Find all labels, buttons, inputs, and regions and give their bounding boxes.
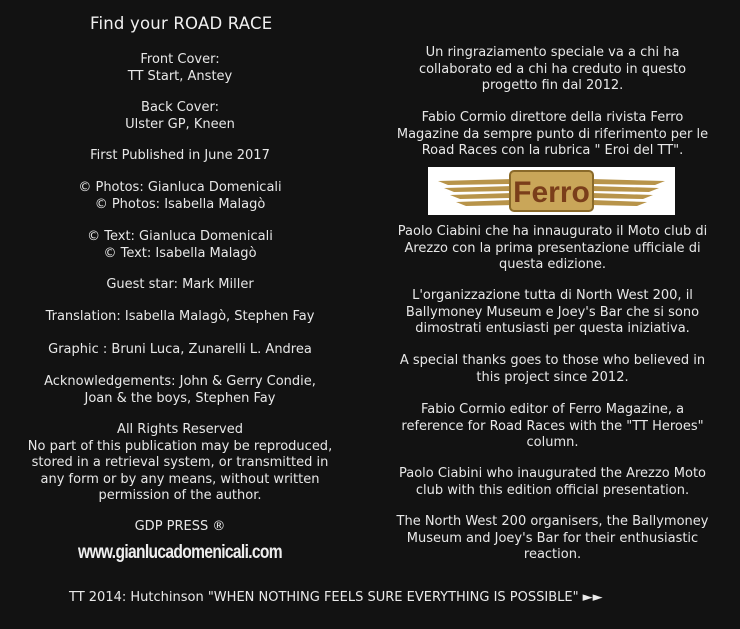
thanks-paragraph-6 [375,402,730,452]
ferro-logo-text: Ferro [513,176,590,209]
paragraph-line: A special thanks goes to those who believed in [399,353,706,368]
paragraph-line: this project since 2012. [476,369,629,385]
translation [0,309,360,326]
text-credits [0,229,360,262]
back-cover-block [0,100,360,133]
paragraph-line: Magazine da sempre punto di riferimento per le [396,126,709,142]
paragraph-line: questa edizione. [498,257,607,272]
paragraph-line: dimostrati entusiasti per questa iniziativa. [415,321,690,336]
photos-credits [0,180,360,213]
paragraph-line: Paolo Ciabini che ha innaugurato il Moto club di [397,224,708,239]
thanks-paragraph-4 [375,288,730,338]
graphic-text: Graphic : Bruni Luca, Zunarelli L. Andrea [48,342,312,357]
paragraph-line: Paolo Ciabini who inaugurated the Arezzo Moto [398,466,707,481]
rights-line-5: permission of the author. [98,488,262,503]
thanks-paragraph-7 [375,466,730,499]
rights-line-4: any form or by any means, without written [40,471,320,487]
paragraph-line: The North West 200 organisers, the Ballymoney [396,514,709,529]
guest-star-text: Guest star: Mark Miller [106,277,254,292]
thanks-paragraph-2 [375,110,730,160]
paragraph-line: club with this edition official presentation. [415,482,690,498]
photos-credit-2: © Photos: Isabella Malagò [94,196,266,212]
rights-notice [0,422,360,505]
acknowledgements-line-1: Acknowledgements: John & Gerry Condie, [44,374,316,389]
thanks-paragraph-1 [375,45,730,95]
back-cover-label: Back Cover: [141,100,219,115]
ferro-logo [428,167,675,215]
paragraph-line: Ballymoney Museum e Joey's Bar che si sono [405,304,700,320]
paragraph-line: L'organizzazione tutta di North West 200, il [412,288,693,303]
footer-quote: TT 2014: Hutchinson "WHEN NOTHING FEELS SURE EVERYTHING IS POSSIBLE" ►► [69,590,603,605]
paragraph-line: column. [526,435,579,450]
thanks-paragraph-5 [375,353,730,386]
first-published [0,148,360,165]
rights-line-2: No part of this publication may be reproduced, [27,438,333,454]
paragraph-line: Road Races con la rubrica " Eroi del TT". [421,143,684,158]
paragraph-line: Arezzo con la prima presentazione ufficiale di [404,240,701,256]
first-published-text: First Published in June 2017 [90,148,270,163]
thanks-paragraph-8 [375,514,730,564]
paragraph-line: Fabio Cormio direttore della rivista Ferro [421,110,684,125]
text-credit-1: © Text: Gianluca Domenicali [87,229,273,244]
ferro-logo-graphic [428,167,675,215]
paragraph-line: reference for Road Races with the "TT Heroes" [401,418,704,434]
publisher [0,519,360,536]
rights-line-1: All Rights Reserved [117,422,243,437]
paragraph-line: progetto fin dal 2012. [481,78,624,93]
paragraph-line: collaborato ed a chi ha creduto in questo [418,61,687,77]
photos-credit-1: © Photos: Gianluca Domenicali [78,180,282,195]
page-title: Find your ROAD RACE [90,14,273,33]
rights-line-3: stored in a retrieval system, or transmitted in [31,455,329,470]
acknowledgements [0,374,360,407]
paragraph-line: Museum and Joey's Bar for their enthusiastic [406,530,699,546]
thanks-paragraph-3 [375,224,730,274]
graphic [0,342,360,359]
publisher-name: GDP PRESS ® [134,519,226,534]
website-block [0,542,360,563]
website-link[interactable]: www.gianlucadomenicali.com [77,542,283,563]
paragraph-line: Fabio Cormio editor of Ferro Magazine, a [420,402,685,417]
acknowledgements-line-2: Joan & the boys, Stephen Fay [84,390,276,406]
back-cover-value: Ulster GP, Kneen [125,116,235,132]
front-cover-value: TT Start, Anstey [127,68,233,84]
front-cover-label: Front Cover: [140,52,220,67]
guest-star [0,277,360,294]
text-credit-2: © Text: Isabella Malagò [103,245,257,261]
front-cover-block [0,52,360,85]
paragraph-line: reaction. [523,547,582,562]
paragraph-line: Un ringraziamento speciale va a chi ha [425,45,680,60]
translation-text: Translation: Isabella Malagò, Stephen Fay [45,309,315,324]
